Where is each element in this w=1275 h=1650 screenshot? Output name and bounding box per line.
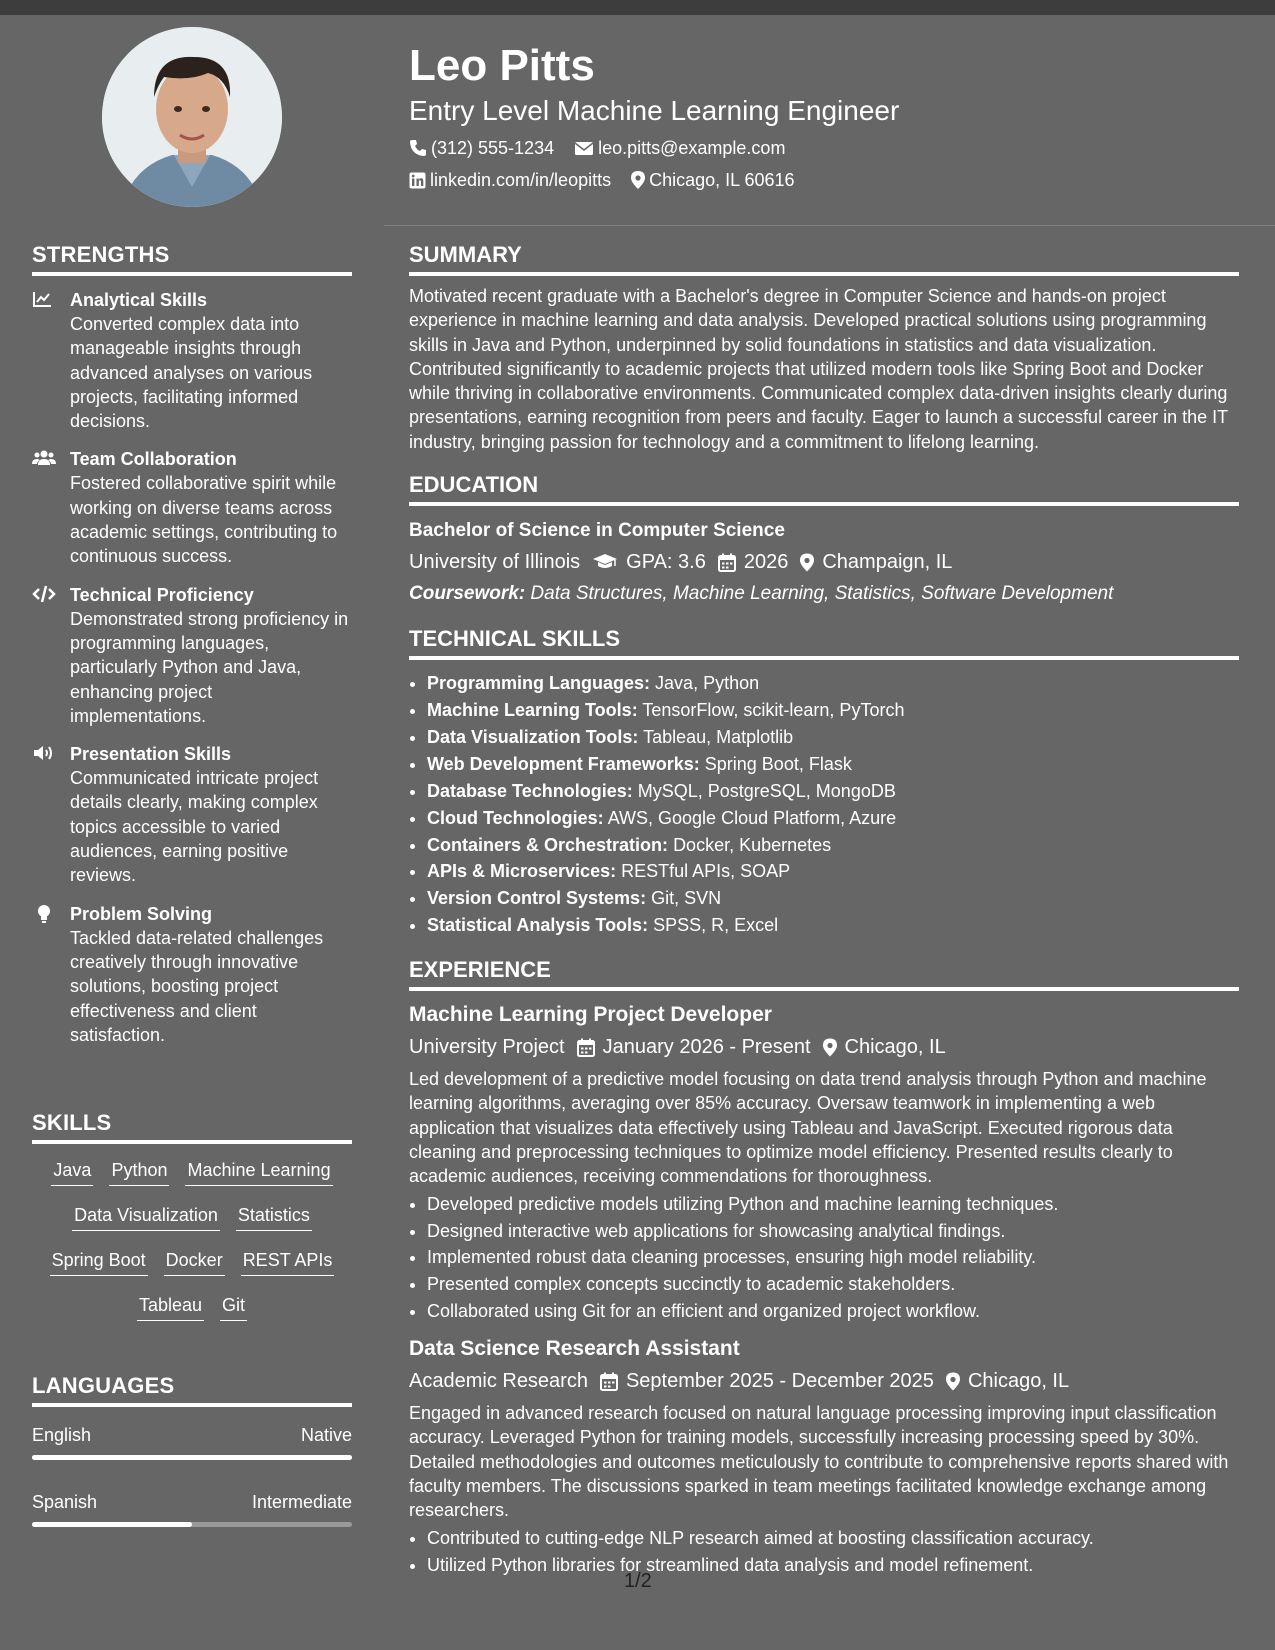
email-text[interactable]: leo.pitts@example.com	[598, 138, 786, 158]
job-location-meta	[946, 1367, 1069, 1395]
experience-section	[409, 957, 1239, 1578]
strengths-title: STRENGTHS	[32, 242, 352, 276]
skill-chip: Docker	[164, 1248, 225, 1276]
linkedin-icon	[409, 172, 426, 189]
language-level: Native	[300, 1425, 352, 1445]
list-item: • Collaborated using Git for an efficient and organized project workflow.	[427, 1298, 1239, 1325]
code-icon	[32, 585, 56, 605]
main-content	[409, 242, 1239, 1578]
envelope-icon	[574, 140, 594, 156]
languages-section	[32, 1373, 352, 1527]
job-meta	[409, 1033, 1239, 1061]
education-school: University of Illinois	[409, 551, 581, 574]
skill-value: MySQL, PostgreSQL, MongoDB	[637, 780, 896, 801]
job-entry	[409, 1001, 1239, 1325]
skill-value: AWS, Google Cloud Platform, Azure	[607, 807, 897, 828]
candidate-role: Entry Level Machine Learning Engineer	[409, 95, 900, 126]
list-item	[427, 858, 1239, 885]
job-dates-meta	[600, 1367, 934, 1395]
language-bar-fill	[32, 1522, 192, 1527]
strength-desc: Fostered collaborative spirit while working on diverse teams across academic settings, contributing to continuous success.	[70, 473, 338, 567]
strength-item	[32, 583, 352, 728]
job-title: Data Science Research Assistant	[409, 1337, 740, 1361]
strength-item	[32, 288, 352, 433]
education-title: EDUCATION	[409, 472, 1239, 506]
coursework-text: Data Structures, Machine Learning, Statistics, Software Development	[530, 583, 1114, 605]
job-org: Academic Research	[409, 1370, 588, 1393]
skill-label: Containers & Orchestration:	[427, 834, 669, 855]
language-item	[32, 1490, 352, 1527]
avatar-portrait	[102, 27, 282, 207]
summary-title: SUMMARY	[409, 242, 1239, 276]
skill-label: Version Control Systems:	[427, 888, 647, 909]
skill-chip: Spring Boot	[50, 1248, 148, 1276]
email-contact[interactable]	[574, 136, 785, 160]
linkedin-text[interactable]: linkedin.com/in/leopitts	[430, 170, 612, 190]
lightbulb-icon	[32, 904, 56, 924]
list-item: • Utilized Python libraries for streamlined data analysis and model refinement.	[427, 1552, 1239, 1579]
strength-desc: Demonstrated strong proficiency in programming languages, particularly Python and Java, enhancing project implementations.	[70, 608, 349, 726]
avatar	[102, 27, 282, 207]
language-bar	[32, 1522, 352, 1527]
technical-skills-list	[409, 670, 1239, 939]
job-bullets	[409, 1191, 1239, 1326]
education-degree: Bachelor of Science in Computer Science	[409, 520, 785, 542]
language-item	[32, 1423, 352, 1460]
strength-title: Problem Solving	[70, 903, 213, 924]
candidate-name: Leo Pitts	[409, 41, 595, 90]
strength-item	[32, 742, 352, 887]
volume-icon	[32, 744, 56, 764]
language-name: Spanish	[32, 1492, 98, 1512]
list-item: • Presented complex concepts succinctly to academic stakeholders.	[427, 1271, 1239, 1298]
job-dates-meta	[577, 1033, 811, 1061]
list-item: • Contributed to cutting-edge NLP research aimed at boosting classification accuracy.	[427, 1525, 1239, 1552]
job-location: Chicago, IL	[967, 1370, 1070, 1393]
summary-text: Motivated recent graduate with a Bachelor's degree in Computer Science and hands-on project experience in machine learning and data analysis. Developed practical solutions using programming skills in Java and Python, underpinned by solid foundations in statistics and data visualization. Contributed significantly to academic projects that utilized modern tools like Spring Boot and Docker while thriving in collaborative environments. Communicated complex data-driven insights clearly during presentations, earning recognition from peers and faculty. Eager to launch a successful career in the IT industry, bringing passion for technology and a commitment to lifelong learning.	[409, 286, 1228, 452]
education-meta	[409, 548, 1239, 576]
calendar-icon	[577, 1038, 595, 1057]
skill-label: Data Visualization Tools:	[427, 726, 639, 747]
phone-text: (312) 555-1234	[431, 138, 555, 158]
language-name: English	[32, 1425, 92, 1445]
skill-chip: REST APIs	[241, 1248, 335, 1276]
skill-value: Spring Boot, Flask	[704, 753, 852, 774]
map-pin-icon	[800, 553, 814, 572]
skill-value: RESTful APIs, SOAP	[621, 861, 791, 882]
gpa-meta	[592, 548, 706, 576]
map-pin-icon	[946, 1372, 960, 1391]
job-title: Machine Learning Project Developer	[409, 1003, 772, 1027]
language-bar	[32, 1455, 352, 1460]
chart-line-icon	[32, 290, 56, 310]
languages-title: LANGUAGES	[32, 1373, 352, 1407]
calendar-icon	[600, 1372, 618, 1391]
skills-title: SKILLS	[32, 1110, 352, 1144]
strength-title: Team Collaboration	[70, 449, 237, 470]
skill-label: Cloud Technologies:	[427, 807, 604, 828]
education-location: Champaign, IL	[822, 551, 953, 574]
job-entry	[409, 1335, 1239, 1578]
location-text: Chicago, IL 60616	[649, 170, 795, 190]
skill-chip: Python	[109, 1158, 169, 1186]
education-location-meta	[800, 548, 952, 576]
list-item	[427, 697, 1239, 724]
list-item	[427, 751, 1239, 778]
header-divider	[384, 225, 1275, 226]
graduation-cap-icon	[592, 553, 618, 571]
list-item	[427, 778, 1239, 805]
list-item	[427, 805, 1239, 832]
skill-chip: Tableau	[137, 1293, 204, 1321]
phone-icon	[409, 139, 427, 157]
list-item: • Developed predictive models utilizing Python and machine learning techniques.	[427, 1191, 1239, 1218]
technical-skills-section	[409, 626, 1239, 939]
map-pin-icon	[631, 171, 645, 189]
list-item	[427, 670, 1239, 697]
strength-item	[32, 447, 352, 568]
users-icon	[32, 449, 56, 469]
list-item	[427, 885, 1239, 912]
contact-info	[409, 136, 829, 192]
list-item: • Designed interactive web applications for showcasing analytical findings.	[427, 1218, 1239, 1245]
skill-chip: Git	[220, 1293, 247, 1321]
strength-title: Analytical Skills	[70, 290, 208, 310]
skill-value: TensorFlow, scikit-learn, PyTorch	[642, 699, 905, 720]
coursework	[409, 580, 1239, 608]
experience-title: EXPERIENCE	[409, 957, 1239, 991]
technical-skills-title: TECHNICAL SKILLS	[409, 626, 1239, 660]
skill-value: Tableau, Matplotlib	[643, 726, 794, 747]
skill-value: SPSS, R, Excel	[653, 915, 779, 936]
strength-desc: Tackled data-related challenges creatively through innovative solutions, boosting project effectiveness and client satisfaction.	[70, 927, 324, 1045]
skill-value: Java, Python	[655, 673, 760, 694]
skill-label: Web Development Frameworks:	[427, 753, 700, 774]
skill-value: Docker, Kubernetes	[673, 834, 832, 855]
resume-header	[409, 40, 1239, 192]
map-pin-icon	[823, 1038, 837, 1057]
job-location: Chicago, IL	[844, 1036, 946, 1059]
strength-item	[32, 902, 352, 1047]
job-org: University Project	[409, 1036, 565, 1059]
skill-chip: Machine Learning	[185, 1158, 332, 1186]
strength-desc: Converted complex data into manageable insights through advanced analyses on various projects, facilitating informed decisions.	[70, 314, 313, 432]
job-dates: September 2025 - December 2025	[625, 1370, 934, 1393]
language-level: Intermediate	[251, 1492, 352, 1512]
skill-chip: Statistics	[236, 1203, 312, 1231]
job-location-meta	[823, 1033, 946, 1061]
skill-value: Git, SVN	[651, 888, 722, 909]
skill-label: APIs & Microservices:	[427, 861, 617, 882]
education-gpa: GPA: 3.6	[626, 551, 706, 574]
strength-title: Technical Proficiency	[70, 584, 254, 605]
list-item: • Implemented robust data cleaning processes, ensuring high model reliability.	[427, 1244, 1239, 1271]
location-contact	[631, 168, 794, 192]
linkedin-contact[interactable]	[409, 168, 611, 192]
calendar-icon	[718, 553, 736, 572]
year-meta	[718, 548, 789, 576]
job-dates: January 2026 - Present	[602, 1036, 811, 1059]
skills-section	[32, 1110, 352, 1338]
skill-label: Database Technologies:	[427, 780, 633, 801]
job-meta	[409, 1367, 1239, 1395]
top-bar	[0, 0, 1275, 15]
strength-desc: Communicated intricate project details clearly, making complex topics accessible to varied audiences, earning positive reviews.	[70, 768, 319, 886]
education-year: 2026	[743, 551, 789, 574]
phone-contact	[409, 136, 554, 160]
summary-section	[409, 242, 1239, 454]
skill-chip: Java	[51, 1158, 93, 1186]
education-section	[409, 472, 1239, 608]
coursework-label: Coursework:	[409, 583, 526, 605]
skill-chips	[32, 1144, 352, 1338]
list-item	[427, 912, 1239, 939]
skill-label: Programming Languages:	[427, 673, 651, 694]
language-bar-fill	[32, 1455, 352, 1460]
strength-title: Presentation Skills	[70, 744, 232, 765]
list-item	[427, 832, 1239, 859]
page-number: 1/2	[624, 1570, 652, 1592]
job-description: Engaged in advanced research focused on natural language processing improving input classification accuracy. Leveraged Python for training models, successfully increasing processing speed by 30%. Detailed methodologies and outcomes meticulously to contribute to comprehensive reports shared with faculty members. The discussions sparked in team meetings facilitated knowledge exchange among researchers.	[409, 1403, 1229, 1521]
strengths-section	[32, 242, 352, 1047]
job-description: Led development of a predictive model focusing on data trend analysis through Python and machine learning algorithms, averaging over 85% accuracy. Oversaw teamwork in implementing a web application that visualizes data effectively using Tableau and JavaScript. Executed rigorous data cleaning and preprocessing techniques to optimize model efficiency. Presented results clearly to academic audiences, receiving commendations for thoroughness.	[409, 1069, 1207, 1187]
skill-label: Machine Learning Tools:	[427, 699, 638, 720]
skill-chip: Data Visualization	[72, 1203, 220, 1231]
job-bullets	[409, 1525, 1239, 1579]
skill-label: Statistical Analysis Tools:	[427, 915, 649, 936]
list-item	[427, 724, 1239, 751]
